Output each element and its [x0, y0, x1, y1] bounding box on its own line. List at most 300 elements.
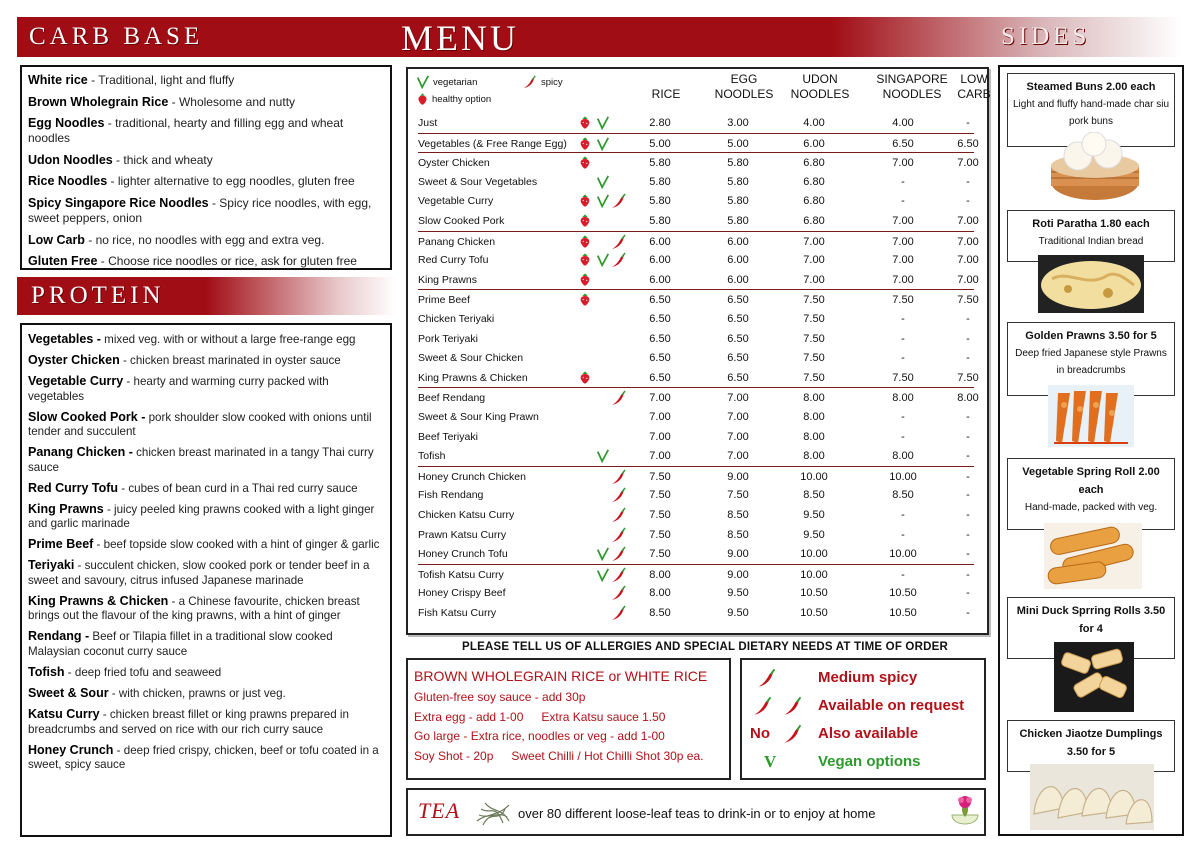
price-cell: -	[966, 450, 970, 463]
menu-row	[418, 466, 974, 486]
price-cell: 2.80	[649, 117, 671, 129]
column-header	[708, 72, 780, 102]
chilli-icon	[610, 252, 626, 268]
price-cell: 6.50	[727, 371, 749, 384]
price-cell: 6.50	[957, 137, 979, 150]
extras-line-3: Go large - Extra rice, noodles or veg - add 1-00	[414, 729, 665, 743]
price-cell: -	[901, 528, 905, 541]
price-cell: 5.80	[727, 157, 749, 170]
protein-item	[28, 629, 384, 659]
dish-name: King Prawns & Chicken	[418, 371, 528, 384]
menu-row	[418, 289, 979, 309]
column-header-line2: NOODLES	[714, 87, 774, 101]
dish-name: Prawn Katsu Curry	[418, 528, 507, 541]
carb-base-item	[28, 95, 384, 110]
price-cell: 7.00	[892, 157, 914, 170]
protein-name: Tofish	[28, 664, 65, 679]
carb-base-name: Egg Noodles	[28, 116, 105, 131]
dish-name: Chicken Katsu Curry	[418, 509, 515, 521]
dish-icons	[578, 292, 630, 308]
price-cell: 7.00	[803, 273, 825, 286]
price-cell: -	[901, 411, 905, 423]
protein-name: King Prawns & Chicken	[28, 593, 169, 608]
tea-text: over 80 different loose-leaf teas to drink-in or to enjoy at home	[518, 806, 876, 821]
protein-name: Vegetables -	[28, 332, 101, 346]
price-cell: 7.00	[727, 411, 749, 423]
side-item-desc: Hand-made, packed with veg.	[1024, 502, 1158, 513]
dish-name: Pork Teriyaki	[418, 332, 478, 345]
price-cell: 7.00	[803, 254, 825, 267]
protein-desc: - chicken breast marinated in oyster sauce	[119, 353, 341, 367]
protein-desc: - hearty and warming curry packed with vegetables	[28, 374, 329, 403]
price-cell: 8.50	[803, 489, 825, 502]
key-v-label: V	[764, 752, 777, 771]
price-cell: 7.50	[803, 313, 825, 325]
protein-desc: pork shoulder slow cooked with onions until tender and succulent	[28, 410, 372, 439]
chilli-icon	[610, 390, 626, 406]
protein-item	[28, 686, 384, 702]
protein-desc: chicken breast marinated in a tangy Thai curry sauce	[28, 446, 374, 474]
key-request-symbol	[750, 696, 810, 718]
carb-base-desc: - thick and wheaty	[112, 152, 213, 167]
strawberry-icon	[578, 370, 594, 386]
menu-row	[418, 191, 974, 211]
protein-item	[28, 665, 384, 681]
price-cell: 10.00	[889, 548, 917, 561]
price-cell: 6.00	[803, 137, 825, 150]
dish-name: Sweet & Sour Chicken	[418, 352, 524, 365]
dish-icons	[578, 213, 630, 229]
column-header-line2: CARB	[957, 87, 991, 101]
protein-item	[28, 481, 384, 497]
side-item	[1007, 458, 1175, 530]
extra-katsu-price: Extra Katsu sauce 1.50	[541, 709, 666, 724]
dish-icons	[578, 174, 630, 190]
price-cell: 8.00	[803, 430, 825, 443]
side-item-title: Mini Duck Sprring Rolls 3.50 for 4	[1016, 605, 1166, 635]
price-cell: 6.00	[649, 273, 671, 286]
price-cell: -	[901, 332, 905, 345]
roti-paratha-image	[1038, 255, 1144, 313]
price-cell: -	[901, 568, 905, 581]
price-cell: -	[966, 430, 970, 443]
price-cell: 8.50	[727, 509, 749, 521]
protein-desc: - beef topside slow cooked with a hint of ginger & garlic	[93, 538, 380, 552]
protein-desc: - a Chinese favourite, chicken breast brings out the flavour of the king prawns, with a hint of ginger	[28, 594, 360, 623]
chilli-icon	[610, 507, 626, 523]
price-cell: 6.00	[649, 235, 671, 248]
column-header-line2: NOODLES	[790, 87, 850, 101]
protein-desc: mixed veg. with or without a large free-range egg	[100, 333, 356, 346]
menu-row	[418, 564, 974, 584]
side-item-title: Golden Prawns 3.50 for 5	[1025, 330, 1157, 342]
price-cell: 5.80	[727, 215, 749, 227]
key-medium-symbol	[750, 668, 810, 690]
column-header-line1: LOW	[960, 72, 988, 86]
protein-item	[28, 743, 384, 773]
price-cell: -	[966, 489, 970, 502]
menu-row	[418, 603, 974, 623]
dish-icons	[578, 527, 630, 543]
dish-name: Tofish	[418, 450, 446, 463]
price-cell: 7.00	[892, 273, 914, 286]
menu-row	[418, 250, 979, 270]
price-cell: 9.50	[803, 528, 825, 541]
price-cell: 6.50	[727, 294, 749, 307]
price-cell: 8.00	[649, 568, 671, 581]
protein-name: Oyster Chicken	[28, 352, 120, 367]
chilli-icon	[610, 469, 626, 485]
spice-key	[740, 658, 986, 780]
price-cell: 8.50	[727, 528, 749, 541]
protein-banner	[17, 277, 395, 315]
tea-leaves-icon	[473, 795, 513, 831]
carb-base-desc: - Spicy rice noodles, with egg, sweet peppers, onion	[28, 195, 372, 225]
carb-base-desc: - no rice, no noodles with egg and extra veg.	[84, 232, 325, 247]
price-cell: 7.50	[649, 509, 671, 521]
protein-desc: - chicken breast fillet or king prawns prepared in breadcrumbs and served on rice with our rich curry sauce	[28, 707, 349, 736]
menu-price-table	[406, 67, 989, 635]
key-vegan-symbol	[750, 752, 810, 774]
side-item-desc: Traditional Indian bread	[1038, 236, 1144, 247]
price-cell: 9.50	[803, 509, 825, 521]
carb-base-desc: - traditional, hearty and filling egg and wheat noodles	[28, 116, 344, 146]
dish-icons	[578, 234, 630, 250]
dish-icons	[578, 115, 630, 131]
dish-icons	[578, 193, 630, 209]
strawberry-icon	[578, 272, 594, 288]
soy-shot-price: Soy Shot - 20p	[414, 748, 494, 763]
carb-base-heading: CARB BASE	[29, 23, 204, 50]
price-cell: -	[901, 313, 905, 325]
menu-row	[418, 407, 974, 427]
key-no-label: No	[750, 725, 770, 742]
chilli-shot-price: Sweet Chilli / Hot Chilli Shot 30p ea.	[511, 748, 704, 763]
dish-icons	[578, 487, 630, 503]
carb-base-name: Low Carb	[28, 232, 85, 247]
carb-base-name: Gluten Free	[28, 254, 98, 269]
price-cell: 6.50	[892, 137, 914, 150]
carb-base-item	[28, 116, 384, 146]
legend-spicy-label: spicy	[541, 76, 563, 88]
protein-desc: - with chicken, prawns or just veg.	[108, 686, 286, 700]
price-cell: 6.00	[727, 235, 749, 248]
side-item-title: Vegetable Spring Roll 2.00 each	[1022, 466, 1160, 496]
dish-name: Red Curry Tofu	[418, 254, 489, 267]
sides-heading: SIDES	[1001, 23, 1091, 50]
price-cell: 7.00	[649, 430, 671, 443]
protein-desc: - cubes of bean curd in a Thai red curry sauce	[118, 481, 358, 495]
price-cell: -	[966, 470, 970, 483]
column-header-line1: EGG	[730, 72, 758, 86]
dish-name: Honey Crunch Tofu	[418, 548, 508, 561]
price-cell: 8.00	[957, 392, 979, 405]
menu-row	[418, 270, 979, 290]
protein-name: Rendang -	[28, 629, 90, 644]
chilli-icon	[610, 193, 626, 209]
dish-icons	[578, 350, 630, 366]
price-cell: 8.50	[892, 489, 914, 502]
price-cell: 7.50	[727, 489, 749, 502]
dish-name: Fish Rendang	[418, 489, 484, 502]
strawberry-icon	[578, 213, 594, 229]
price-cell: 7.00	[957, 235, 979, 248]
protein-item	[28, 374, 384, 404]
price-cell: 7.00	[727, 430, 749, 443]
dish-name: Sweet & Sour King Prawn	[418, 411, 539, 423]
carb-base-name: White rice	[28, 73, 88, 87]
top-banner	[17, 17, 1182, 57]
price-cell: 9.50	[727, 587, 749, 600]
price-cell: 6.80	[803, 195, 825, 208]
price-cell: 10.50	[889, 587, 917, 600]
price-cell: 7.50	[892, 371, 914, 384]
dish-icons	[578, 390, 630, 406]
price-cell: -	[901, 430, 905, 443]
price-cell: 6.50	[727, 352, 749, 365]
protein-item	[28, 445, 384, 475]
protein-name: Honey Crunch	[28, 742, 114, 757]
dish-name: Honey Crunch Chicken	[418, 470, 526, 483]
key-request-label: Available on request	[818, 697, 965, 714]
price-cell: 10.00	[800, 470, 828, 483]
price-cell: 7.50	[649, 489, 671, 502]
price-cell: 8.00	[892, 392, 914, 405]
price-cell: 7.00	[727, 450, 749, 463]
dish-name: Honey Crispy Beef	[418, 587, 506, 600]
menu-row	[418, 211, 979, 231]
key-also-available	[750, 722, 980, 746]
tea-banner	[406, 788, 986, 836]
key-vegan-options	[750, 750, 980, 774]
price-cell: 7.00	[957, 273, 979, 286]
protein-item	[28, 594, 384, 624]
chilli-icon	[780, 724, 806, 744]
price-cell: 6.50	[649, 313, 671, 325]
sides-panel	[998, 65, 1184, 836]
dish-icons	[578, 311, 630, 327]
side-item-title: Steamed Buns 2.00 each	[1026, 81, 1156, 93]
price-cell: 7.50	[649, 548, 671, 561]
protein-name: Red Curry Tofu	[28, 480, 119, 495]
menu-row	[418, 485, 974, 505]
extras-line-2	[414, 710, 723, 724]
chilli-icon	[610, 605, 626, 621]
menu-row	[418, 368, 979, 388]
vegetarian-icon	[596, 174, 612, 190]
price-cell: -	[901, 352, 905, 365]
price-cell: 9.00	[727, 548, 749, 561]
dish-name: Vegetable Curry	[418, 195, 494, 208]
menu-row	[418, 387, 979, 407]
price-cell: -	[966, 528, 970, 541]
price-cell: 5.00	[727, 137, 749, 150]
golden-prawns-image	[1048, 385, 1134, 447]
column-header-line2: NOODLES	[882, 87, 942, 101]
flower-tea-icon	[948, 793, 982, 833]
dish-icons	[578, 429, 630, 445]
price-cell: 5.80	[649, 157, 671, 170]
price-cell: 7.00	[957, 254, 979, 267]
protein-list	[20, 323, 392, 837]
tea-word: TEA	[418, 798, 461, 823]
price-cell: 7.00	[957, 157, 979, 170]
dish-icons	[578, 546, 630, 562]
key-medium-spicy	[750, 666, 980, 690]
price-cell: 7.00	[803, 235, 825, 248]
price-cell: -	[966, 195, 970, 208]
price-cell: 7.50	[649, 470, 671, 483]
protein-item	[28, 558, 384, 588]
strawberry-icon	[578, 136, 594, 152]
legend-healthy	[416, 92, 491, 106]
price-cell: 9.00	[727, 568, 749, 581]
price-cell: 6.50	[649, 352, 671, 365]
protein-desc: - juicy peeled king prawns cooked with a light ginger and garlic marinade	[28, 502, 375, 531]
chilli-icon	[522, 75, 538, 89]
chilli-icon	[780, 696, 806, 716]
price-cell: 7.00	[649, 411, 671, 423]
price-cell: 5.80	[649, 195, 671, 208]
price-cell: 9.50	[727, 607, 749, 619]
price-cell: -	[966, 175, 970, 188]
price-cell: -	[966, 332, 970, 345]
price-cell: 7.50	[957, 294, 979, 307]
strawberry-icon	[578, 155, 594, 171]
price-cell: 5.80	[727, 195, 749, 208]
dish-icons	[578, 605, 630, 621]
price-cell: -	[966, 568, 970, 581]
extra-egg-price: Extra egg - add 1-00	[414, 709, 524, 724]
carb-base-item	[28, 254, 384, 269]
spring-roll-image	[1044, 523, 1142, 589]
chilli-icon	[610, 487, 626, 503]
price-cell: -	[966, 587, 970, 600]
chilli-icon	[610, 234, 626, 250]
price-cell: 5.80	[727, 175, 749, 188]
dish-icons	[578, 136, 630, 152]
price-cell: 10.00	[800, 548, 828, 561]
price-cell: 6.50	[649, 371, 671, 384]
price-cell: 7.50	[892, 294, 914, 307]
side-item-desc: Deep fried Japanese style Prawns in breadcrumbs	[1015, 348, 1167, 376]
price-cell: 7.50	[803, 294, 825, 307]
dish-name: Beef Rendang	[418, 392, 486, 405]
price-cell: 8.00	[803, 392, 825, 405]
extras-box	[406, 658, 731, 780]
menu-row	[418, 427, 974, 447]
carb-base-item	[28, 196, 384, 226]
price-cell: 5.80	[649, 175, 671, 188]
dish-name: Beef Teriyaki	[418, 430, 478, 443]
price-cell: 4.00	[892, 117, 914, 129]
price-cell: -	[966, 607, 970, 619]
carb-base-name: Udon Noodles	[28, 152, 113, 167]
price-cell: -	[901, 175, 905, 188]
dish-icons	[578, 155, 630, 171]
strawberry-icon	[578, 252, 594, 268]
dish-icons	[578, 469, 630, 485]
carb-base-desc: - Traditional, light and fluffy	[87, 73, 235, 87]
dish-icons	[578, 370, 630, 386]
protein-item	[28, 537, 384, 553]
strawberry-icon	[578, 193, 594, 209]
dish-name: Chicken Teriyaki	[418, 313, 495, 325]
price-cell: 6.80	[803, 157, 825, 170]
carb-base-desc: - Wholesome and nutty	[168, 94, 296, 109]
key-vegan-label: Vegan options	[818, 753, 921, 770]
protein-item	[28, 353, 384, 369]
protein-name: King Prawns	[28, 501, 104, 516]
price-cell: 7.00	[649, 450, 671, 463]
menu-row	[418, 348, 974, 368]
price-cell: 7.00	[649, 392, 671, 405]
strawberry-icon	[578, 292, 594, 308]
carb-base-name: Brown Wholegrain Rice	[28, 94, 169, 109]
protein-heading: PROTEIN	[31, 282, 165, 309]
protein-item	[28, 410, 384, 440]
vegetarian-icon	[596, 115, 612, 131]
price-cell: 10.50	[800, 587, 828, 600]
dish-icons	[578, 331, 630, 347]
protein-desc: - succulent chicken, slow cooked pork or tender beef in a sweet and savoury, citrus infused Japanese marinade	[28, 559, 370, 587]
dish-name: Just	[418, 117, 438, 129]
price-cell: 5.00	[649, 137, 671, 150]
column-header-line1	[630, 72, 702, 87]
price-cell: 7.00	[892, 215, 914, 227]
strawberry-icon	[416, 92, 429, 106]
dish-name: Sweet & Sour Vegetables	[418, 175, 538, 188]
chilli-icon	[754, 668, 780, 688]
menu-row	[418, 172, 974, 192]
price-cell: -	[966, 548, 970, 561]
menu-row	[418, 446, 974, 466]
price-cell: 6.80	[803, 175, 825, 188]
chilli-icon	[610, 585, 626, 601]
chilli-icon	[750, 696, 776, 716]
menu-row	[418, 544, 974, 564]
price-cell: 10.50	[800, 607, 828, 619]
price-cell: -	[966, 313, 970, 325]
column-header-line2: RICE	[651, 87, 681, 101]
price-cell: 7.50	[803, 371, 825, 384]
protein-name: Slow Cooked Pork -	[28, 409, 146, 424]
price-cell: 8.00	[803, 411, 825, 423]
strawberry-icon	[578, 115, 594, 131]
side-item-desc: Light and fluffy hand-made char siu pork buns	[1012, 99, 1170, 127]
carb-base-item	[28, 174, 384, 189]
price-cell: 6.00	[727, 254, 749, 267]
carb-base-name: Rice Noodles	[28, 174, 108, 189]
dish-icons	[578, 507, 630, 523]
protein-name: Katsu Curry	[28, 706, 100, 721]
chilli-icon	[610, 567, 626, 583]
price-cell: 7.00	[727, 392, 749, 405]
price-cell: -	[901, 509, 905, 521]
carb-base-desc: - Choose rice noodles or rice, ask for gluten free	[97, 254, 357, 269]
price-cell: -	[901, 195, 905, 208]
vegetarian-icon	[596, 136, 612, 152]
protein-item	[28, 502, 384, 532]
side-item-title: Roti Paratha 1.80 each	[1032, 218, 1150, 230]
dish-icons	[578, 272, 630, 288]
legend-healthy-label: healthy option	[432, 93, 492, 105]
price-cell: 6.50	[649, 294, 671, 307]
dish-icons	[578, 252, 630, 268]
price-cell: -	[966, 117, 970, 129]
protein-name: Sweet & Sour	[28, 685, 109, 700]
price-cell: 7.50	[649, 528, 671, 541]
